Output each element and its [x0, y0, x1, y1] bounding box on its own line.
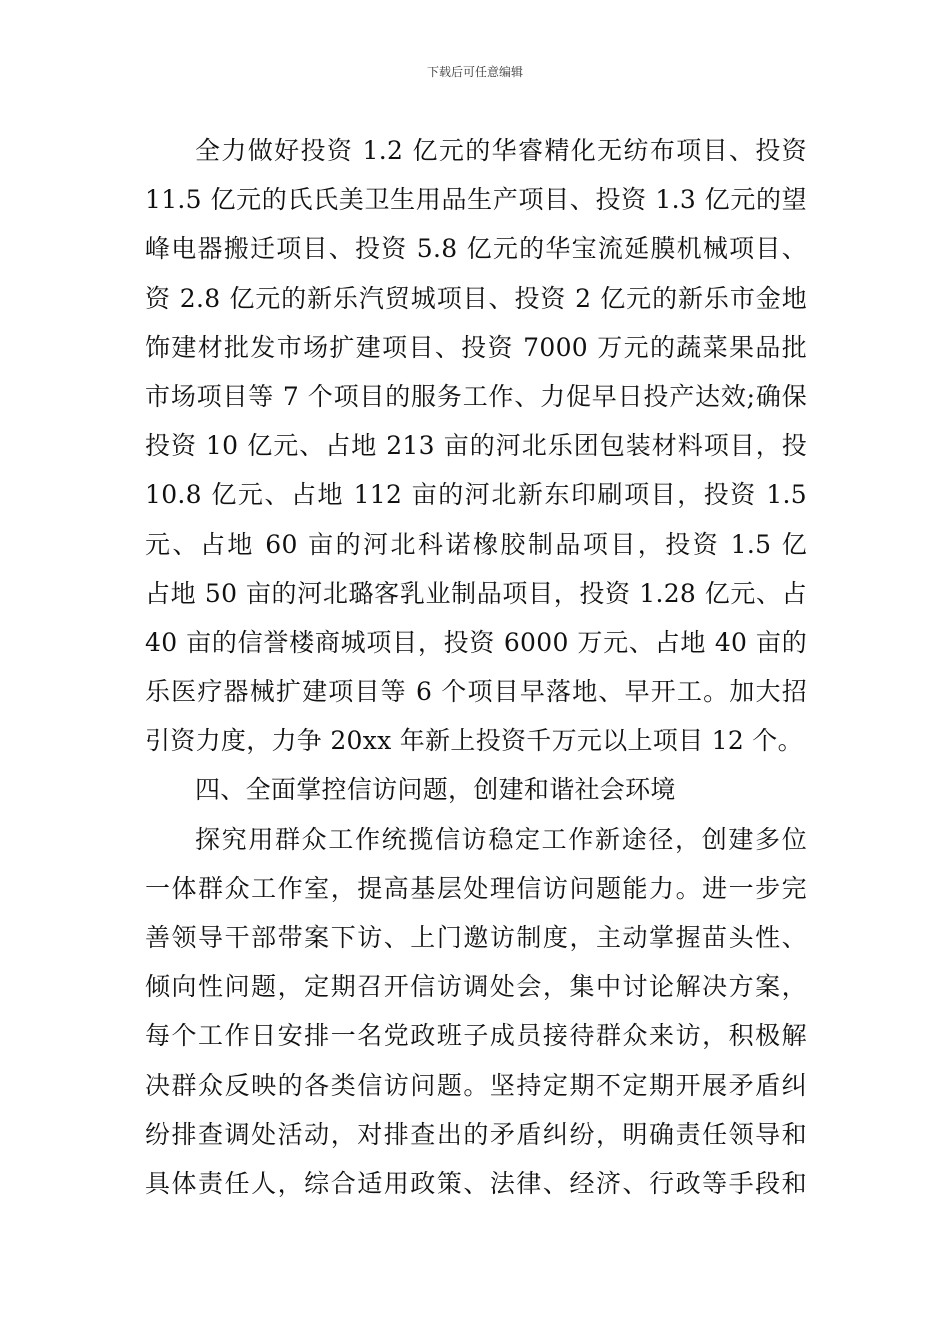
text-line: 11.5 亿元的氏氏美卫生用品生产项目、投资 1.3 亿元的望 [145, 185, 807, 215]
section-heading-line: 四、全面掌控信访问题，创建和谐社会环境 [195, 775, 676, 805]
paragraph-investment-projects [145, 126, 807, 765]
text-line: 乐医疗器械扩建项目等 6 个项目早落地、早开工。加大招 [145, 677, 807, 707]
text-line: 探究用群众工作统揽信访稳定工作新途径，创建多位 [195, 824, 807, 854]
text-line: 市场项目等 7 个项目的服务工作、力促早日投产达效;确保 [145, 381, 807, 411]
paragraph-petition-work [145, 815, 807, 1209]
text-line: 纷排查调处活动，对排查出的矛盾纠纷，明确责任领导和 [145, 1119, 807, 1149]
text-line: 决群众反映的各类信访问题。坚持定期不定期开展矛盾纠 [145, 1070, 807, 1100]
text-line: 资 2.8 亿元的新乐汽贸城项目、投资 2 亿元的新乐市金地 [145, 283, 807, 313]
text-line: 峰电器搬迁项目、投资 5.8 亿元的华宝流延膜机械项目、 [145, 234, 807, 264]
text-line: 倾向性问题，定期召开信访调处会，集中讨论解决方案， [145, 972, 807, 1002]
text-line: 每个工作日安排一名党政班子成员接待群众来访，积极解 [145, 1021, 807, 1051]
text-line: 具体责任人，综合适用政策、法律、经济、行政等手段和 [145, 1168, 807, 1198]
text-line: 投资 10 亿元、占地 213 亩的河北乐团包装材料项目，投 [145, 431, 807, 461]
text-line: 10.8 亿元、占地 112 亩的河北新东印刷项目，投资 1.5 [145, 480, 807, 510]
text-line: 全力做好投资 1.2 亿元的华睿精化无纺布项目、投资 [195, 136, 807, 165]
page-header: 下载后可任意编辑 [426, 65, 523, 79]
text-line: 引资力度，力争 20xx 年新上投资千万元以上项目 12 个。 [145, 726, 803, 756]
document-body [145, 126, 807, 1208]
text-line: 饰建材批发市场扩建项目、投资 7000 万元的蔬菜果品批 [145, 332, 807, 362]
text-line: 40 亩的信誉楼商城项目，投资 6000 万元、占地 40 亩的 [145, 627, 807, 657]
text-line: 善领导干部带案下访、上门邀访制度，主动掌握苗头性、 [145, 923, 807, 952]
text-line: 一体群众工作室，提高基层处理信访问题能力。进一步完 [145, 873, 807, 903]
section-heading [145, 765, 807, 814]
text-line: 元、占地 60 亩的河北科诺橡胶制品项目，投资 1.5 亿 [145, 529, 807, 559]
text-line: 占地 50 亩的河北璐客乳业制品项目，投资 1.28 亿元、占 [145, 578, 807, 608]
